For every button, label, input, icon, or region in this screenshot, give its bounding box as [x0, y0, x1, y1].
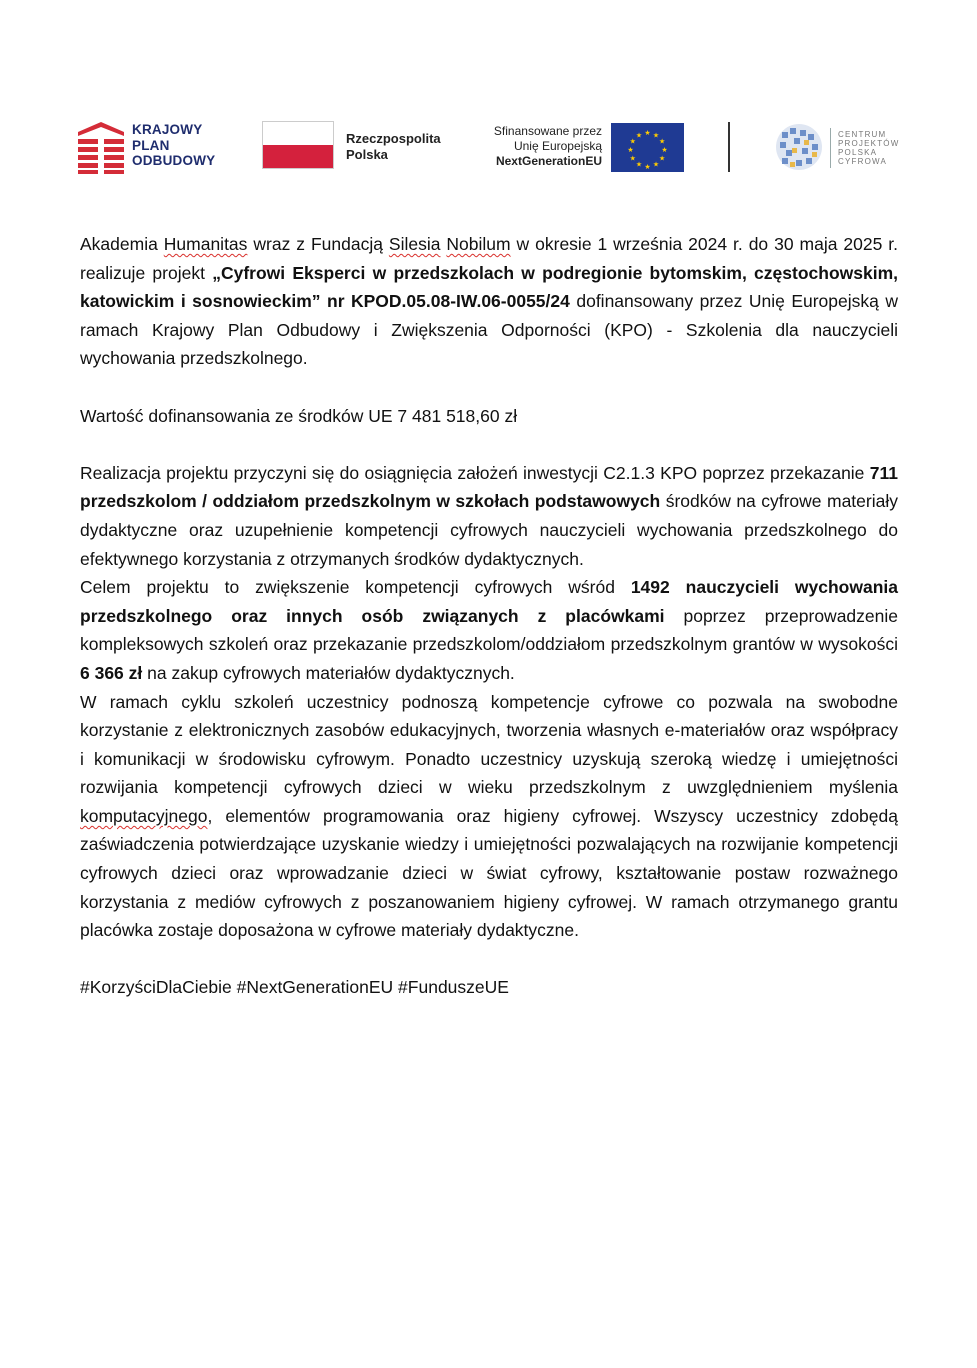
svg-text:★: ★: [644, 129, 651, 137]
intro-text: wraz z Fundacją: [247, 234, 389, 254]
eu-line3: NextGenerationEU: [495, 154, 602, 168]
svg-text:★: ★: [627, 146, 634, 154]
svg-text:★: ★: [629, 137, 636, 146]
preschool-count: 711 przedszkolom / oddziałom przedszkolnym w szkołach podstawowych: [80, 462, 898, 512]
svg-text:★: ★: [661, 146, 668, 154]
svg-text:★: ★: [652, 160, 660, 169]
kpo-line2: PLAN: [132, 137, 170, 153]
kpo-building-icon: [78, 122, 124, 174]
kpo-line1: KRAJOWY: [132, 122, 203, 137]
rp-line2: Polska: [346, 147, 388, 162]
cppc-line4: CYFROWA: [838, 157, 887, 166]
project-intro-paragraph: [80, 230, 898, 373]
grant-amount: 6 366 zł: [80, 662, 143, 683]
cppc-line3: POLSKA: [838, 148, 878, 157]
spellcheck-word: Nobilum: [446, 234, 511, 254]
hashtags-line: #KorzyściDlaCiebie #NextGenerationEU #FunduszeUE: [80, 977, 509, 998]
svg-text:★: ★: [629, 154, 636, 163]
training-description-paragraph: [80, 688, 898, 945]
logo-bar: [78, 116, 900, 178]
spellcheck-word: komputacyjnego: [80, 805, 208, 826]
eu-line2: Unię Europejską: [513, 139, 602, 153]
eu-line1: Sfinansowane przez: [493, 124, 602, 138]
eu-funding-logo: [478, 120, 688, 176]
project-impact-paragraph: [80, 459, 898, 573]
spellcheck-word: Silesia: [388, 234, 441, 254]
logo-separator: [728, 122, 730, 172]
svg-text:★: ★: [635, 160, 643, 169]
cppc-line1: CENTRUM: [838, 130, 887, 139]
svg-text:★: ★: [659, 154, 666, 163]
cppc-puzzle-icon: [774, 122, 824, 172]
project-title: „Cyfrowi Eksperci w przedszkolach w podregionie bytomskim, częstochowskim, katowickim i sosnowieckim” nr KPOD.05.08-IW.06-0055/24: [80, 262, 898, 312]
training-text: W ramach cyklu szkoleń uczestnicy podnoszą kompetencje cyfrowe co pozwala na swobodne korzystanie z elektronicznych zasobów edukacyjnych, tworzenia własnych e-materiałów oraz współpracy i komunikacji w środowisku cyfrowym. Ponadto uczestnicy uzyskują szeroką wiedzę i umiejętności rozwijania kompetencji cyfrowych dzieci w wieku przedszkolnym z uwzględnieniem myślenia: [80, 691, 898, 798]
impact-text: środków na cyfrowe materiały dydaktyczne oraz uzupełnienie kompetencji cyfrowych nauczycieli wychowania przedszkolnego do efektywnego korzystania z otrzymanych środków dydaktycznych.: [80, 491, 898, 569]
svg-text:★: ★: [635, 131, 643, 140]
kpo-line3: ODBUDOWY: [132, 153, 216, 168]
cppc-line2: PROJEKTÓW: [838, 139, 900, 148]
funding-value-line: Wartość dofinansowania ze środków UE 7 481 518,60 zł: [80, 405, 518, 426]
goal-text: Celem projektu to zwiększenie kompetencji cyfrowych wśród: [80, 577, 631, 598]
intro-text: dofinansowany przez Unię Europejską w ramach Krajowy Plan Odbudowy i Zwiększenia Odporności (KPO) - Szkolenia dla nauczycieli wychowania przedszkolnego.: [80, 291, 898, 369]
rzeczpospolita-logo: [262, 121, 462, 173]
intro-text: w okresie 1 września 2024 r. do 30 maja 2025 r. realizuje projekt: [80, 234, 898, 283]
intro-text: Akademia: [80, 234, 164, 254]
svg-text:★: ★: [659, 137, 666, 146]
svg-text:★: ★: [644, 163, 651, 171]
svg-text:★: ★: [652, 131, 660, 140]
impact-text: Realizacja projektu przyczyni się do osiągnięcia założeń inwestycji C2.1.3 KPO poprzez przekazanie: [80, 462, 870, 483]
document-body: [80, 230, 898, 1002]
goal-text: poprzez przeprowadzenie kompleksowych szkoleń oraz przekazanie przedszkolom/oddziałom przedszkolnym grantów w wysokości: [80, 605, 898, 655]
teacher-count: 1492 nauczycieli wychowania przedszkolnego oraz innych osób związanych z placówkami: [80, 577, 898, 626]
kpo-logo: [78, 120, 238, 176]
spellcheck-word: Humanitas: [163, 234, 248, 254]
goal-text: na zakup cyfrowych materiałów dydaktycznych.: [142, 662, 515, 683]
cppc-logo: [774, 122, 904, 174]
poland-flag-icon: [262, 121, 334, 169]
project-goal-paragraph: [80, 573, 898, 687]
training-text: , elementów programowania oraz higieny cyfrowej. Wszyscy uczestnicy zdobędą zaświadczenia potwierdzające uzyskanie wiedzy i umiejętności pozwalających na rozwijanie kompetencji cyfrowych dzieci oraz wprowadzanie dzieci w świat cyfrowy, kształtowanie postaw rozważnego korzystania z mediów cyfrowych z poszanowaniem higieny cyfrowej. W ramach otrzymanego grantu placówka zostaje doposażona w cyfrowe materiały dydaktyczne.: [80, 805, 898, 941]
rp-line1: Rzeczpospolita: [346, 131, 441, 146]
eu-flag-icon: [611, 123, 684, 172]
